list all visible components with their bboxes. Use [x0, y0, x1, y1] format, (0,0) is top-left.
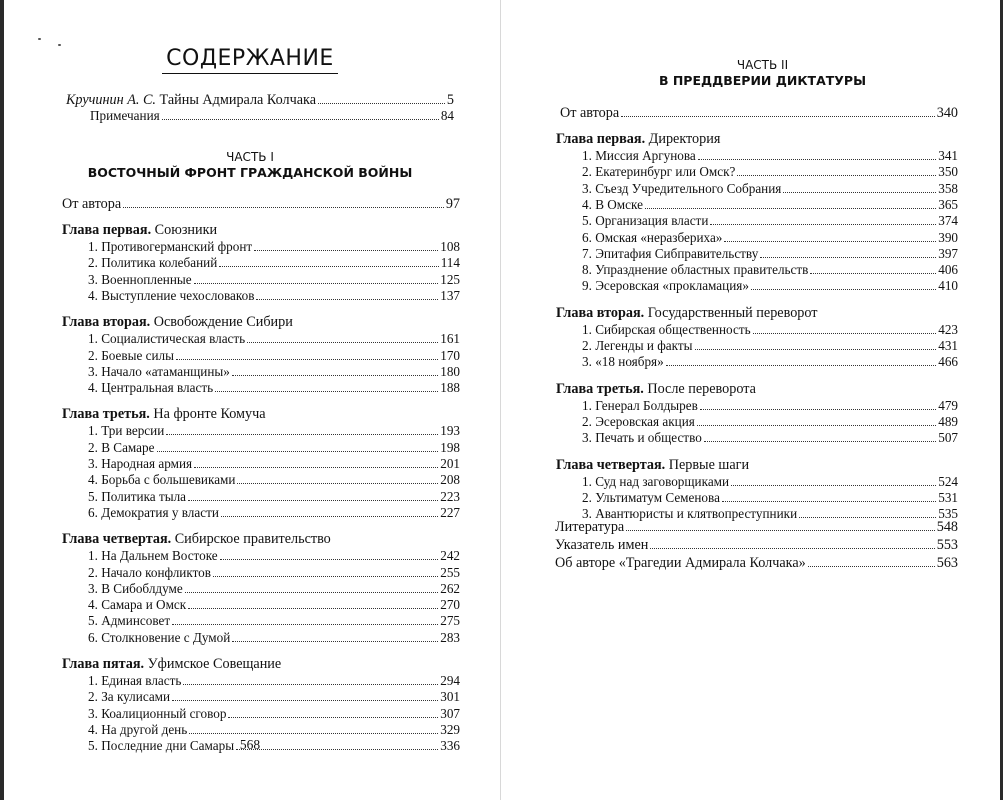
toc-entry[interactable]	[88, 505, 460, 521]
chapter-label: Глава первая.	[62, 222, 152, 238]
toc-entry[interactable]	[582, 213, 958, 229]
toc-entry[interactable]	[88, 613, 460, 629]
entry-page: 548	[936, 519, 958, 535]
toc-entry[interactable]	[555, 555, 958, 571]
entry-text: Примечания	[90, 108, 160, 123]
entry-page: 137	[440, 287, 460, 303]
entry-text: 7. Эпитафия Сибправительству	[582, 245, 759, 261]
chapter-heading	[62, 406, 266, 423]
entry-text: 1. Противогерманский фронт	[88, 239, 253, 254]
entry-page: 193	[440, 423, 460, 439]
dot-leader	[123, 207, 444, 208]
toc-entry[interactable]	[88, 630, 460, 646]
entry-page: 223	[440, 488, 460, 504]
entry-page: 431	[938, 338, 958, 353]
entry-text: 6. Демократия у власти	[88, 504, 219, 520]
entry-author: Кручинин А. С.	[66, 92, 156, 108]
entry-text: 4. Самара и Омск	[88, 597, 187, 613]
dot-leader	[722, 501, 936, 502]
toc-entry[interactable]	[582, 246, 958, 262]
chapter-title: Государственный переворот	[644, 304, 818, 321]
dot-leader	[232, 641, 438, 642]
toc-entry[interactable]	[88, 239, 460, 255]
dot-leader	[215, 391, 438, 392]
toc-entry[interactable]	[88, 423, 460, 439]
entry-page: 97	[445, 196, 460, 212]
entry-page: 180	[440, 363, 460, 379]
entry-text: 1. Социалистическая власть	[88, 331, 246, 347]
entry-page: 161	[440, 331, 460, 347]
chapter-label: Глава вторая.	[556, 304, 645, 321]
dot-leader	[183, 684, 438, 685]
entry-text: 5. Политика тыла	[88, 488, 187, 504]
entry-page: 341	[938, 148, 958, 163]
entry-text: 2. Екатеринбург или Омск?	[582, 164, 736, 180]
entry-page: 479	[938, 397, 958, 413]
toc-entry[interactable]	[582, 164, 958, 180]
dot-leader	[783, 192, 936, 193]
right-page	[500, 0, 1003, 800]
dot-leader	[626, 530, 934, 531]
toc-entry[interactable]	[582, 338, 958, 354]
entry-page: 507	[938, 430, 958, 446]
entry-text: 3. Печать и общество	[582, 430, 702, 446]
toc-entry[interactable]	[582, 148, 958, 164]
toc-entry[interactable]	[582, 430, 958, 446]
entry-page: 108	[440, 239, 460, 254]
dot-leader	[704, 441, 936, 442]
toc-entry-from-author[interactable]	[560, 105, 958, 121]
toc-entry[interactable]	[582, 474, 958, 490]
entry-text: 2. Ультиматум Семенова	[582, 489, 720, 505]
chapter-title: После переворота	[643, 380, 756, 397]
entry-text: 4. В Омске	[582, 196, 643, 212]
entry-page: 84	[440, 108, 454, 123]
dot-leader	[194, 283, 439, 284]
dot-leader	[737, 175, 936, 176]
entry-text: 1. Суд над заговорщиками	[582, 473, 730, 489]
dot-leader	[256, 299, 438, 300]
entry-page: 262	[440, 580, 460, 596]
dot-leader	[731, 485, 936, 486]
dot-leader	[621, 116, 935, 117]
entry-page: 340	[936, 105, 958, 121]
entry-text: 1. Три версии	[88, 423, 165, 439]
entry-text: 5. Организация власти	[582, 213, 709, 229]
entry-page: 275	[440, 613, 460, 629]
dot-leader	[710, 224, 936, 225]
entry-text: 1. На Дальнем Востоке	[88, 548, 218, 564]
dot-leader	[645, 208, 936, 209]
toc-entry[interactable]	[582, 197, 958, 213]
entry-page: 410	[938, 278, 958, 294]
chapter-heading	[556, 305, 817, 322]
chapter-heading	[62, 314, 293, 331]
entry-page: 188	[440, 380, 460, 396]
entry-text: 1. Генерал Болдырев	[582, 397, 698, 413]
entry-page: 170	[440, 347, 460, 363]
toc-entry[interactable]	[582, 262, 958, 278]
entry-page: 5	[446, 92, 454, 108]
toc-entry[interactable]	[88, 288, 460, 304]
chapter-label: Глава пятая.	[62, 656, 145, 672]
entry-page: 358	[938, 180, 958, 196]
toc-entry[interactable]	[555, 537, 958, 553]
entry-text: 4. Выступление чехословаков	[88, 287, 255, 303]
chapter-heading	[62, 656, 281, 673]
dot-leader	[213, 576, 438, 577]
part-label: ЧАСТЬ I	[226, 150, 274, 164]
dot-leader	[666, 365, 937, 366]
entry-page: 535	[938, 506, 958, 522]
entry-page: 283	[440, 629, 460, 645]
toc-entry[interactable]	[582, 398, 958, 414]
toc-entry[interactable]	[555, 519, 958, 535]
toc-entry[interactable]	[582, 181, 958, 197]
dot-leader	[808, 566, 935, 567]
chapter-label: Глава третья.	[556, 380, 644, 397]
entry-text: 5. Админсовет	[88, 613, 171, 629]
dot-leader	[172, 624, 438, 625]
entry-page: 201	[440, 456, 460, 471]
toc-entry-notes[interactable]	[90, 108, 454, 124]
chapter-title: Союзники	[151, 222, 218, 238]
chapter-heading	[62, 222, 217, 239]
dot-leader	[185, 592, 438, 593]
chapter-heading	[62, 531, 331, 548]
toc-entry[interactable]	[88, 581, 460, 597]
entry-page: 242	[440, 548, 460, 564]
dot-leader	[697, 425, 936, 426]
chapter-title: Сибирское правительство	[171, 531, 331, 548]
chapter-heading	[556, 131, 720, 148]
chapter-label: Глава первая.	[556, 131, 646, 147]
part-title: В ПРЕДДВЕРИИ ДИКТАТУРЫ	[658, 73, 867, 88]
toc-entry[interactable]	[88, 597, 460, 613]
toc-entry[interactable]	[88, 255, 460, 271]
entry-page: 208	[440, 472, 460, 488]
toc-entry[interactable]	[88, 673, 460, 689]
toc-entry[interactable]	[582, 230, 958, 246]
chapter-heading	[556, 457, 749, 474]
dot-leader	[254, 250, 438, 251]
dot-leader	[221, 516, 438, 517]
entry-page: 423	[938, 321, 958, 337]
entry-page: 227	[440, 504, 460, 520]
entry-page: 294	[440, 673, 460, 688]
entry-text: 9. Эсеровская «прокламация»	[582, 278, 749, 294]
dot-leader	[189, 733, 438, 734]
part-label: ЧАСТЬ II	[736, 58, 789, 72]
left-page	[0, 0, 501, 800]
toc-entry[interactable]	[88, 380, 460, 396]
entry-text: 1. Единая власть	[88, 673, 182, 688]
toc-entry[interactable]	[88, 722, 460, 738]
chapter-title: Первые шаги	[665, 456, 750, 473]
entry-text: От автора	[560, 105, 620, 121]
entry-text: Тайны Адмирала Колчака	[159, 92, 317, 108]
dot-leader	[247, 342, 438, 343]
entry-text: 8. Упразднение областных правительств	[582, 262, 809, 278]
dot-leader	[188, 608, 438, 609]
toc-entry-intro[interactable]	[66, 92, 454, 108]
entry-text: 3. Военнопленные	[88, 271, 192, 287]
dot-leader	[318, 103, 445, 104]
chapter-label: Глава четвертая.	[556, 456, 666, 473]
entry-page: 397	[938, 245, 958, 261]
dot-leader	[724, 241, 936, 242]
entry-page: 336	[440, 738, 460, 754]
toc-entry[interactable]	[88, 689, 460, 705]
entry-text: Об авторе «Трагедии Адмирала Колчака»	[555, 555, 806, 571]
entry-text: 4. Борьба с большевиками	[88, 472, 236, 488]
entry-page: 390	[938, 229, 958, 245]
dot-leader	[799, 517, 936, 518]
entry-text: 3. В Сибоблдуме	[88, 580, 183, 596]
chapter-label: Глава вторая.	[62, 314, 151, 331]
chapter-title: Освобождение Сибири	[150, 314, 293, 331]
entry-page: 270	[440, 597, 460, 613]
toc-entry[interactable]	[88, 489, 460, 505]
entry-text: 2. За кулисами	[88, 689, 171, 705]
toc-entry[interactable]	[582, 322, 958, 338]
entry-page: 466	[938, 354, 958, 370]
toc-entry[interactable]	[88, 331, 460, 347]
entry-text: 3. Начало «атаманщины»	[88, 363, 230, 379]
dot-leader	[157, 451, 439, 452]
entry-text: 4. Центральная власть	[88, 380, 214, 396]
entry-page: 563	[936, 555, 958, 571]
dot-leader	[751, 289, 936, 290]
toc-entry[interactable]	[582, 414, 958, 430]
entry-page: 374	[938, 213, 958, 229]
chapter-label: Глава четвертая.	[62, 531, 172, 548]
dot-leader	[219, 266, 438, 267]
entry-text: 3. «18 ноября»	[582, 354, 664, 370]
entry-page: 125	[440, 271, 460, 287]
toc-entry[interactable]	[88, 348, 460, 364]
part-title: ВОСТОЧНЫЙ ФРОНТ ГРАЖДАНСКОЙ ВОЙНЫ	[87, 165, 413, 180]
chapter-title: На фронте Комуча	[149, 406, 266, 423]
toc-entry[interactable]	[88, 440, 460, 456]
entry-page: 307	[440, 705, 460, 721]
entry-text: 2. В Самаре	[88, 439, 155, 455]
toc-entry[interactable]	[582, 490, 958, 506]
toc-entry[interactable]	[582, 278, 958, 294]
entry-text: 1. Сибирская общественность	[582, 321, 751, 337]
entry-text: 2. Легенды и факты	[582, 338, 693, 353]
contents-title: СОДЕРЖАНИЕ	[0, 46, 500, 74]
chapter-title: Уфимское Совещание	[144, 656, 282, 672]
entry-text: 5. Последние дни Самары	[88, 738, 235, 754]
dot-leader	[810, 273, 936, 274]
dot-leader	[228, 717, 438, 718]
entry-text: От автора	[62, 196, 122, 212]
toc-entry[interactable]	[88, 565, 460, 581]
toc-entry[interactable]	[88, 272, 460, 288]
dot-leader	[760, 257, 936, 258]
entry-text: 1. Миссия Аргунова	[582, 148, 696, 163]
dot-leader	[700, 409, 936, 410]
entry-text: 3. Съезд Учредительного Собрания	[582, 180, 782, 196]
dot-leader	[650, 548, 934, 549]
toc-entry-from-author[interactable]	[62, 196, 460, 212]
page-number: 568	[239, 737, 261, 752]
toc-entry[interactable]	[88, 706, 460, 722]
entry-page: 350	[938, 164, 958, 180]
dot-leader	[176, 359, 438, 360]
dot-leader	[194, 467, 438, 468]
entry-page: 198	[440, 439, 460, 455]
toc-entry[interactable]	[88, 456, 460, 472]
dot-leader	[698, 159, 936, 160]
entry-page: 255	[440, 564, 460, 580]
entry-page: 553	[936, 537, 958, 553]
entry-page: 524	[938, 473, 958, 489]
entry-page: 489	[938, 413, 958, 429]
entry-text: 2. Боевые силы	[88, 347, 174, 363]
dot-leader	[220, 559, 439, 560]
entry-text: 3. Коалиционный сговор	[88, 705, 227, 721]
dot-leader	[753, 333, 937, 334]
dot-leader	[237, 483, 438, 484]
entry-page: 406	[938, 262, 958, 278]
entry-text: 6. Столкновение с Думой	[88, 629, 231, 645]
toc-entry[interactable]	[88, 472, 460, 488]
entry-text: 2. Начало конфликтов	[88, 564, 211, 580]
dot-leader	[172, 700, 438, 701]
entry-text: Литература	[555, 519, 625, 535]
entry-text: 4. На другой день	[88, 721, 188, 737]
toc-entry[interactable]	[88, 548, 460, 564]
entry-page: 114	[440, 255, 460, 271]
entry-page: 365	[938, 196, 958, 212]
toc-entry[interactable]	[88, 364, 460, 380]
entry-text: Указатель имен	[555, 537, 649, 553]
chapter-heading	[556, 381, 756, 398]
chapter-label: Глава третья.	[62, 406, 150, 423]
entry-text: 3. Народная армия	[88, 456, 193, 471]
dot-leader	[162, 119, 439, 120]
entry-text: 2. Эсеровская акция	[582, 413, 695, 429]
entry-page: 301	[440, 689, 460, 705]
toc-entry[interactable]	[582, 354, 958, 370]
dot-leader	[188, 500, 438, 501]
entry-text: 3. Авантюристы и клятвопреступники	[582, 506, 798, 522]
dot-leader	[232, 375, 438, 376]
entry-text: 6. Омская «неразбериха»	[582, 229, 723, 245]
entry-page: 531	[938, 489, 958, 505]
chapter-title: Директория	[645, 131, 721, 147]
dot-leader	[166, 434, 438, 435]
entry-text: 2. Политика колебаний	[88, 255, 218, 271]
dot-leader	[695, 349, 937, 350]
entry-page: 329	[440, 721, 460, 737]
